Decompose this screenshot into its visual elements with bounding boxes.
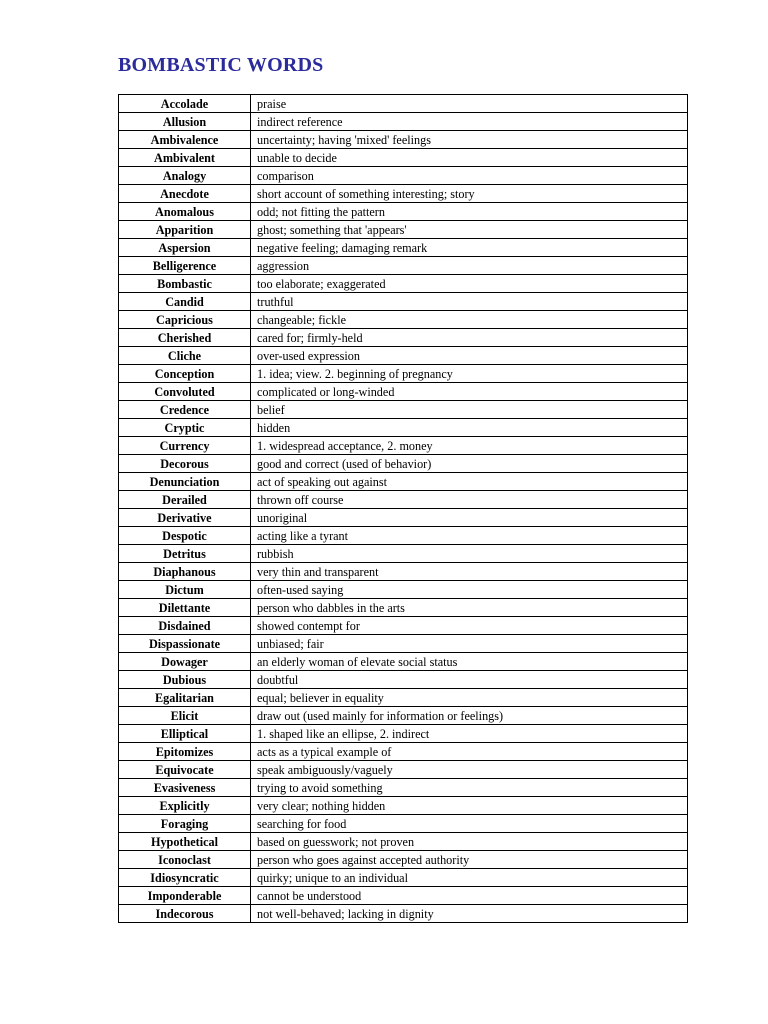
table-row: [119, 815, 688, 833]
definition-cell: acting like a tyrant: [251, 527, 688, 545]
table-row: [119, 491, 688, 509]
definition-cell: indirect reference: [251, 113, 688, 131]
definition-cell: negative feeling; damaging remark: [251, 239, 688, 257]
definition-cell: hidden: [251, 419, 688, 437]
term-cell: Apparition: [119, 221, 251, 239]
definition-cell: often-used saying: [251, 581, 688, 599]
definition-cell: rubbish: [251, 545, 688, 563]
table-row: [119, 905, 688, 923]
definition-cell: person who dabbles in the arts: [251, 599, 688, 617]
table-row: [119, 257, 688, 275]
term-cell: Accolade: [119, 95, 251, 113]
definition-cell: based on guesswork; not proven: [251, 833, 688, 851]
term-cell: Detritus: [119, 545, 251, 563]
definition-cell: short account of something interesting; story: [251, 185, 688, 203]
vocabulary-table-body: [119, 95, 688, 923]
term-cell: Egalitarian: [119, 689, 251, 707]
term-cell: Explicitly: [119, 797, 251, 815]
term-cell: Allusion: [119, 113, 251, 131]
term-cell: Ambivalence: [119, 131, 251, 149]
table-row: [119, 167, 688, 185]
term-cell: Epitomizes: [119, 743, 251, 761]
definition-cell: acts as a typical example of: [251, 743, 688, 761]
term-cell: Indecorous: [119, 905, 251, 923]
table-row: [119, 761, 688, 779]
term-cell: Disdained: [119, 617, 251, 635]
definition-cell: act of speaking out against: [251, 473, 688, 491]
term-cell: Evasiveness: [119, 779, 251, 797]
table-row: [119, 311, 688, 329]
term-cell: Ambivalent: [119, 149, 251, 167]
definition-cell: doubtful: [251, 671, 688, 689]
term-cell: Analogy: [119, 167, 251, 185]
term-cell: Dowager: [119, 653, 251, 671]
definition-cell: unoriginal: [251, 509, 688, 527]
table-row: [119, 869, 688, 887]
term-cell: Aspersion: [119, 239, 251, 257]
term-cell: Cherished: [119, 329, 251, 347]
term-cell: Derivative: [119, 509, 251, 527]
term-cell: Anecdote: [119, 185, 251, 203]
definition-cell: praise: [251, 95, 688, 113]
term-cell: Candid: [119, 293, 251, 311]
definition-cell: trying to avoid something: [251, 779, 688, 797]
vocabulary-table: [118, 94, 688, 923]
definition-cell: not well-behaved; lacking in dignity: [251, 905, 688, 923]
table-row: [119, 95, 688, 113]
table-row: [119, 563, 688, 581]
document-title: BOMBASTIC WORDS: [118, 54, 324, 76]
definition-cell: showed contempt for: [251, 617, 688, 635]
table-row: [119, 383, 688, 401]
definition-cell: 1. idea; view. 2. beginning of pregnancy: [251, 365, 688, 383]
definition-cell: unbiased; fair: [251, 635, 688, 653]
table-row: [119, 617, 688, 635]
term-cell: Credence: [119, 401, 251, 419]
definition-cell: good and correct (used of behavior): [251, 455, 688, 473]
term-cell: Idiosyncratic: [119, 869, 251, 887]
term-cell: Cliche: [119, 347, 251, 365]
table-row: [119, 329, 688, 347]
term-cell: Bombastic: [119, 275, 251, 293]
table-row: [119, 509, 688, 527]
table-row: [119, 851, 688, 869]
table-row: [119, 797, 688, 815]
definition-cell: an elderly woman of elevate social status: [251, 653, 688, 671]
term-cell: Elicit: [119, 707, 251, 725]
definition-cell: person who goes against accepted authority: [251, 851, 688, 869]
table-row: [119, 689, 688, 707]
term-cell: Currency: [119, 437, 251, 455]
term-cell: Anomalous: [119, 203, 251, 221]
definition-cell: too elaborate; exaggerated: [251, 275, 688, 293]
table-row: [119, 473, 688, 491]
definition-cell: comparison: [251, 167, 688, 185]
term-cell: Foraging: [119, 815, 251, 833]
table-row: [119, 221, 688, 239]
table-row: [119, 599, 688, 617]
term-cell: Belligerence: [119, 257, 251, 275]
table-row: [119, 545, 688, 563]
table-row: [119, 365, 688, 383]
definition-cell: unable to decide: [251, 149, 688, 167]
term-cell: Denunciation: [119, 473, 251, 491]
table-row: [119, 419, 688, 437]
definition-cell: 1. widespread acceptance, 2. money: [251, 437, 688, 455]
table-row: [119, 887, 688, 905]
table-row: [119, 275, 688, 293]
table-row: [119, 635, 688, 653]
table-row: [119, 401, 688, 419]
definition-cell: uncertainty; having 'mixed' feelings: [251, 131, 688, 149]
definition-cell: searching for food: [251, 815, 688, 833]
table-row: [119, 581, 688, 599]
table-row: [119, 149, 688, 167]
table-row: [119, 455, 688, 473]
table-row: [119, 203, 688, 221]
definition-cell: changeable; fickle: [251, 311, 688, 329]
definition-cell: quirky; unique to an individual: [251, 869, 688, 887]
definition-cell: very clear; nothing hidden: [251, 797, 688, 815]
term-cell: Despotic: [119, 527, 251, 545]
definition-cell: thrown off course: [251, 491, 688, 509]
table-row: [119, 653, 688, 671]
term-cell: Iconoclast: [119, 851, 251, 869]
definition-cell: very thin and transparent: [251, 563, 688, 581]
table-row: [119, 779, 688, 797]
table-row: [119, 131, 688, 149]
definition-cell: draw out (used mainly for information or feelings): [251, 707, 688, 725]
definition-cell: speak ambiguously/vaguely: [251, 761, 688, 779]
definition-cell: equal; believer in equality: [251, 689, 688, 707]
definition-cell: odd; not fitting the pattern: [251, 203, 688, 221]
table-row: [119, 239, 688, 257]
term-cell: Decorous: [119, 455, 251, 473]
term-cell: Derailed: [119, 491, 251, 509]
table-row: [119, 185, 688, 203]
term-cell: Dilettante: [119, 599, 251, 617]
term-cell: Cryptic: [119, 419, 251, 437]
definition-cell: aggression: [251, 257, 688, 275]
table-row: [119, 671, 688, 689]
table-row: [119, 743, 688, 761]
table-row: [119, 347, 688, 365]
table-row: [119, 437, 688, 455]
table-row: [119, 527, 688, 545]
term-cell: Equivocate: [119, 761, 251, 779]
definition-cell: cared for; firmly-held: [251, 329, 688, 347]
definition-cell: 1. shaped like an ellipse, 2. indirect: [251, 725, 688, 743]
definition-cell: ghost; something that 'appears': [251, 221, 688, 239]
table-row: [119, 707, 688, 725]
definition-cell: over-used expression: [251, 347, 688, 365]
term-cell: Diaphanous: [119, 563, 251, 581]
term-cell: Capricious: [119, 311, 251, 329]
term-cell: Dispassionate: [119, 635, 251, 653]
term-cell: Convoluted: [119, 383, 251, 401]
definition-cell: belief: [251, 401, 688, 419]
term-cell: Dictum: [119, 581, 251, 599]
definition-cell: truthful: [251, 293, 688, 311]
term-cell: Conception: [119, 365, 251, 383]
term-cell: Hypothetical: [119, 833, 251, 851]
table-row: [119, 833, 688, 851]
table-row: [119, 725, 688, 743]
term-cell: Dubious: [119, 671, 251, 689]
table-row: [119, 293, 688, 311]
term-cell: Imponderable: [119, 887, 251, 905]
definition-cell: cannot be understood: [251, 887, 688, 905]
term-cell: Elliptical: [119, 725, 251, 743]
table-row: [119, 113, 688, 131]
definition-cell: complicated or long-winded: [251, 383, 688, 401]
